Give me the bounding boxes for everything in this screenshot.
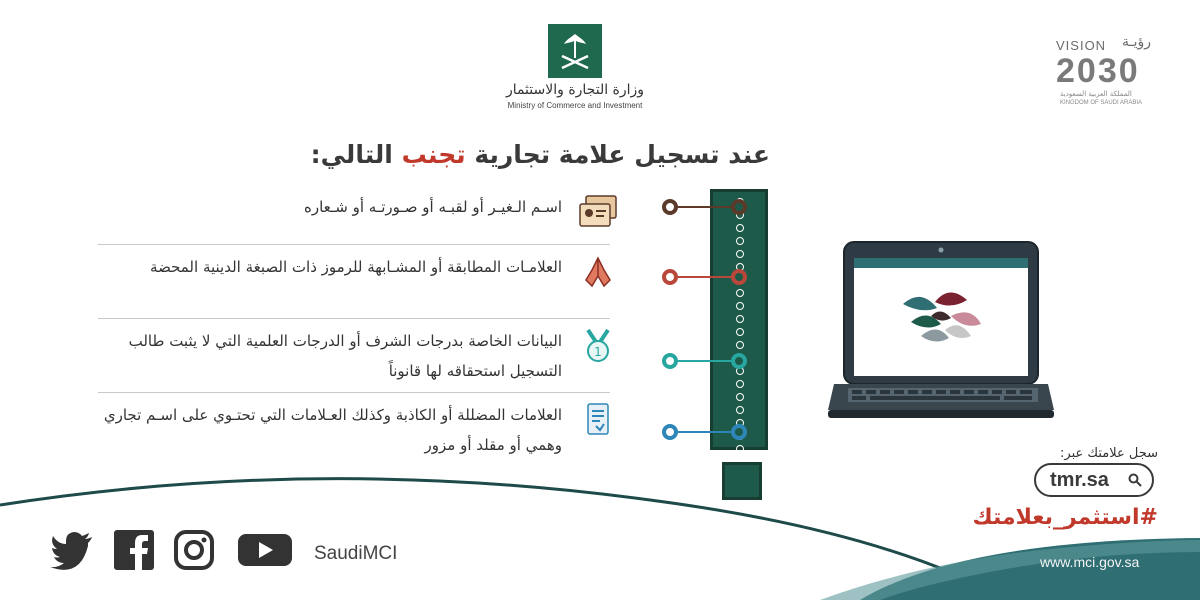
divider (98, 318, 610, 319)
register-label: سجل علامتك عبر: (1060, 446, 1158, 461)
vision-title: VISION (1056, 38, 1107, 53)
vision-kingdom-ar: المملكة العربية السعودية (1060, 90, 1132, 98)
youtube-icon[interactable] (238, 530, 292, 570)
connector-line (672, 431, 740, 433)
list-item (88, 398, 618, 462)
item-text: اسـم الـغيـر أو لقبـه أو صـورتـه أو شـعاره (303, 198, 562, 216)
marker-node (731, 353, 747, 369)
marker-node (731, 269, 747, 285)
marker-node (662, 269, 678, 285)
vision-year: 2030 (1056, 52, 1140, 90)
divider (98, 244, 610, 245)
ministry-emblem-icon (548, 24, 602, 78)
exclamation-bar (710, 189, 768, 450)
connector-line (672, 276, 740, 278)
item-text: البيانات الخاصة بدرجات الشرف أو الدرجات العلمية التي لا يثبت طالب التسجيل استحقاقه لها قانوناً (128, 332, 562, 380)
praying-hands-icon (578, 254, 618, 290)
marker-node (662, 199, 678, 215)
campaign-hashtag[interactable]: #استثمر_بعلامتك (972, 505, 1158, 530)
marker-node (662, 424, 678, 440)
twitter-icon[interactable] (50, 530, 94, 570)
item-text: العلامـات المطابقة أو المشـابهة للرموز ذات الصبغة الدينية المحضة (150, 258, 562, 276)
vision-2030-logo (1052, 36, 1170, 110)
divider (98, 392, 610, 393)
marker-node (662, 353, 678, 369)
medal-icon (578, 328, 618, 364)
exclamation-dot (722, 462, 762, 500)
laptop-illustration (828, 238, 1058, 434)
instagram-icon[interactable] (174, 530, 214, 570)
marker-node (731, 199, 747, 215)
search-icon (1128, 473, 1142, 487)
connector-line (672, 360, 740, 362)
list-item (88, 250, 618, 314)
title-suffix: التالي: (310, 140, 402, 169)
connector-line (672, 206, 740, 208)
id-card-icon (578, 194, 618, 230)
list-item (88, 324, 618, 388)
website-link[interactable]: www.mci.gov.sa (1040, 554, 1140, 570)
item-text: العلامات المضللة أو الكاذبة وكذلك العـلامات التي تحتـوي على اسـم تجاري وهمي أو مقلد أو مزور (103, 406, 562, 454)
svg-text:1: 1 (594, 345, 602, 359)
marker-node (731, 424, 747, 440)
title-prefix: عند تسجيل علامة تجارية (465, 140, 770, 169)
vision-title-ar: رؤيـة (1122, 34, 1152, 50)
ministry-name-ar: وزارة التجارة والاستثمار (505, 82, 645, 98)
title-highlight: تجنب (401, 140, 466, 169)
page-title (311, 140, 770, 169)
list-item (88, 190, 618, 234)
tmr-url[interactable]: tmr.sa (1050, 469, 1109, 491)
ministry-name-en: Ministry of Commerce and Investment (507, 101, 643, 110)
social-handle[interactable]: SaudiMCI (314, 543, 398, 564)
document-icon (578, 402, 618, 438)
vision-kingdom-en: KINGDOM OF SAUDI ARABIA (1060, 100, 1143, 106)
facebook-icon[interactable] (114, 530, 154, 570)
tmr-link-box[interactable] (1034, 463, 1154, 497)
